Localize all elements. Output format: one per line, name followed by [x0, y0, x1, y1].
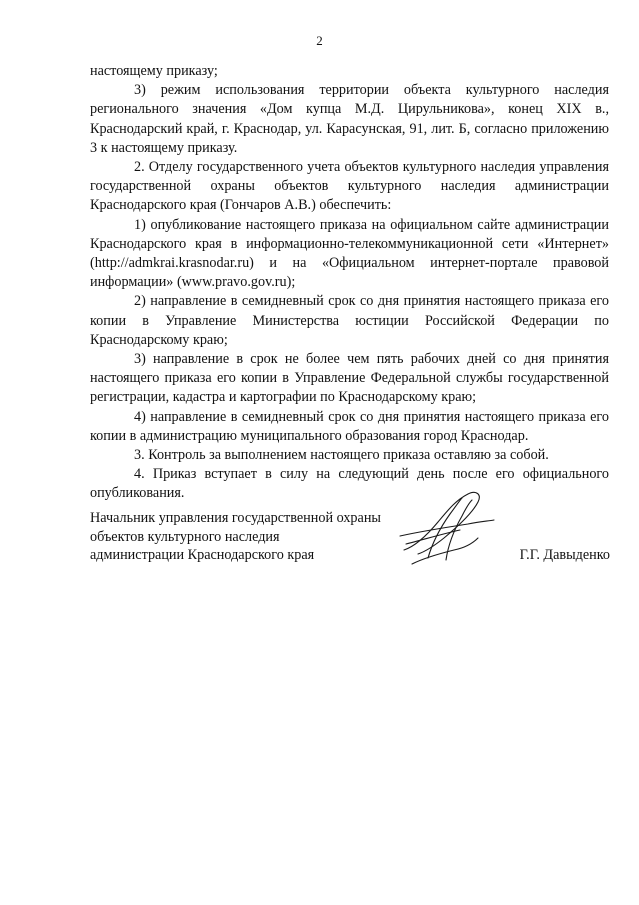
page-number: 2 — [316, 33, 323, 48]
signatory-title-line-2: объектов культурного наследия — [90, 528, 280, 545]
handwritten-signature — [398, 488, 496, 566]
paragraph-section-3-control: 3. Контроль за выполнением настоящего приказа оставляю за собой. — [134, 447, 549, 464]
paragraph-section-4-effective: 4. Приказ вступает в силу на следующий день после его официального опубликования. — [90, 466, 609, 502]
paragraph-item-3-regime: 3) режим использования территории объекта культурного наследия регионального значения «Дом купца М.Д. Цирульникова», конец XIX в., Краснодарский край, г. Краснодар, ул. Карасунская, 91, лит. Б, согласно приложению 3 к настоящему приказу. — [90, 82, 609, 156]
signature-block — [90, 509, 610, 565]
signatory-title-line-1: Начальник управления государственной охраны — [90, 510, 381, 526]
paragraph-subitem-3-rosreestr: 3) направление в срок не более чем пять рабочих дней со дня принятия настоящего приказа его копии в Управление Федеральной службы государственной регистрации, кадастра и картографии по Краснодарскому краю; — [90, 351, 609, 406]
paragraph-continuation: настоящему приказу; — [90, 63, 218, 79]
signatory-name: Г.Г. Давыденко — [519, 547, 610, 563]
paragraph-section-2: 2. Отделу государственного учета объектов культурного наследия управления государственной охраны объектов культурного наследия администрации Краснодарского края (Гончаров А.В.) обеспечить: — [90, 159, 609, 214]
signatory-title-line-3: администрации Краснодарского края — [90, 547, 315, 563]
paragraph-subitem-1-publication: 1) опубликование настоящего приказа на официальном сайте администрации Краснодарского края в информационно-телекоммуникационной сети «Интернет» (http://admkrai.krasnodar.ru) и на «Официальном интернет-портале правовой информации» (www.pravo.gov.ru); — [90, 216, 609, 291]
paragraph-subitem-4-municipal: 4) направление в семидневный срок со дня принятия настоящего приказа его копии в администрацию муниципального образования город Краснодар. — [90, 408, 609, 444]
paragraph-subitem-2-ministry-justice: 2) направление в семидневный срок со дня принятия настоящего приказа его копии в Управление Министерства юстиции Российской Федерации по Краснодарскому краю; — [90, 293, 609, 348]
document-body — [90, 62, 609, 504]
